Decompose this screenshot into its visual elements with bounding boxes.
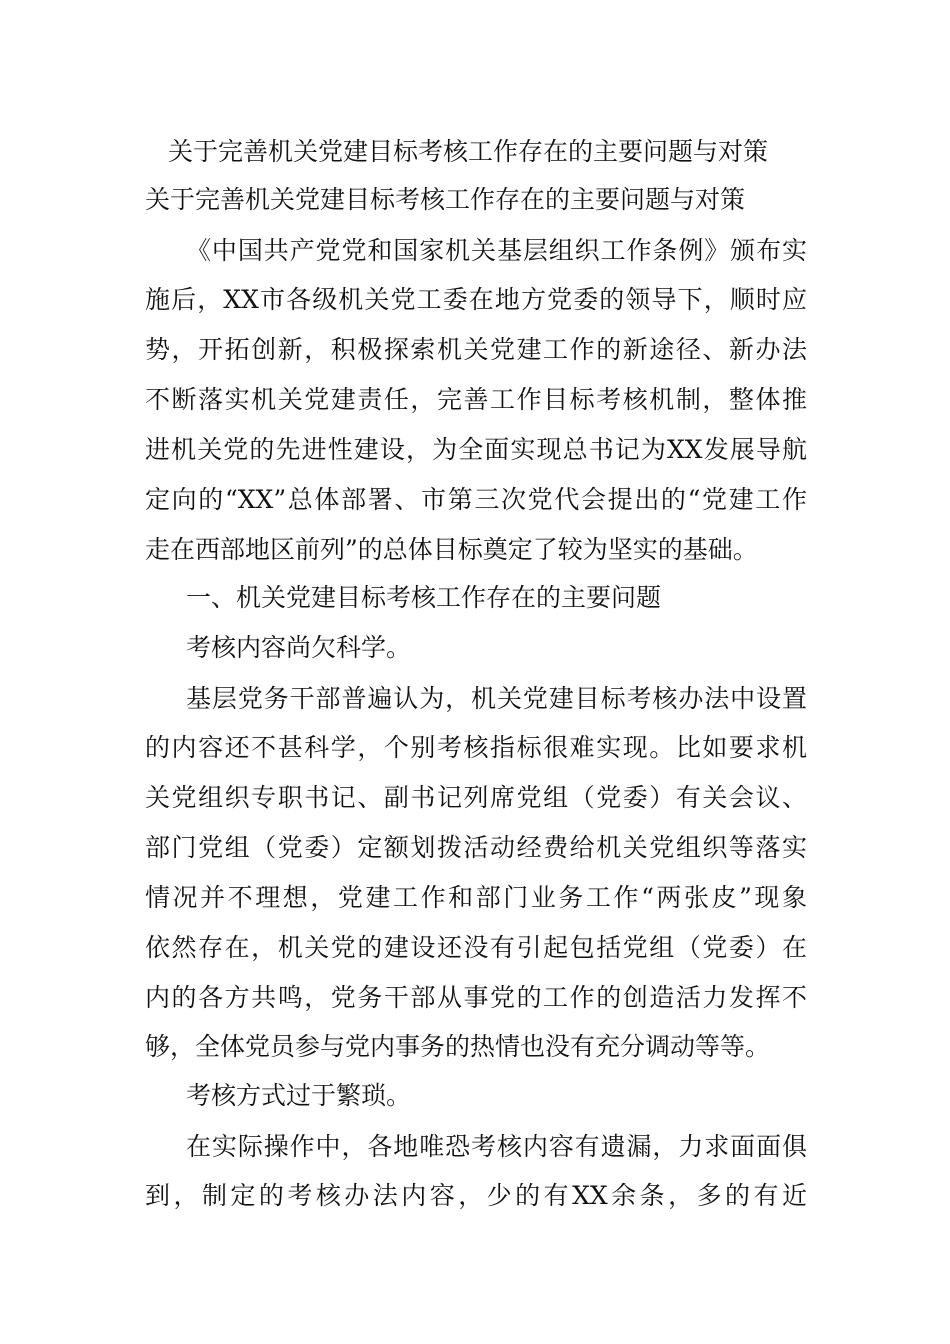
document-title: 关于完善机关党建目标考核工作存在的主要问题与对策	[168, 137, 769, 166]
paragraph-line: 走在西部地区前列”的总体目标奠定了较为坚实的基础。	[145, 535, 758, 564]
paragraph-line: 关党组织专职书记、副书记列席党组（党委）有关会议、	[145, 783, 807, 812]
paragraph-line: 定向的“XX”总体部署、市第三次党代会提出的“党建工作	[145, 485, 807, 514]
subheading: 考核内容尚欠科学。	[186, 633, 412, 662]
paragraph-line: 的内容还不甚科学，个别考核指标很难实现。比如要求机	[145, 733, 807, 762]
paragraph-line: 不断落实机关党建责任，完善工作目标考核机制，整体推	[145, 385, 807, 414]
subheading: 考核方式过于繁琐。	[186, 1081, 412, 1110]
paragraph-line: 《中国共产党党和国家机关基层组织工作条例》颁布实	[186, 236, 807, 265]
paragraph-line: 依然存在，机关党的建设还没有引起包括党组（党委）在	[145, 933, 807, 962]
paragraph-line: 部门党组（党委）定额划拨活动经费给机关党组织等落实	[145, 833, 807, 862]
paragraph-line: 到，制定的考核办法内容，少的有XX余条，多的有近	[145, 1181, 807, 1210]
paragraph-line: 施后，XX市各级机关党工委在地方党委的领导下，顺时应	[145, 285, 807, 314]
section-heading: 一、机关党建目标考核工作存在的主要问题	[186, 583, 662, 612]
paragraph-line: 够，全体党员参与党内事务的热情也没有充分调动等等。	[145, 1032, 771, 1061]
paragraph-line: 进机关党的先进性建设，为全面实现总书记为XX发展导航	[145, 435, 807, 464]
paragraph-line: 内的各方共鸣，党务干部从事党的工作的创造活力发挥不	[145, 983, 807, 1012]
paragraph-line: 势，开拓创新，积极探索机关党建工作的新途径、新办法	[145, 335, 807, 364]
paragraph-line: 基层党务干部普遍认为，机关党建目标考核办法中设置	[186, 684, 807, 713]
paragraph-line: 情况并不理想，党建工作和部门业务工作“两张皮”现象	[145, 883, 807, 912]
paragraph-line: 在实际操作中，各地唯恐考核内容有遗漏，力求面面俱	[186, 1132, 807, 1161]
document-title-repeat: 关于完善机关党建目标考核工作存在的主要问题与对策	[145, 185, 746, 214]
